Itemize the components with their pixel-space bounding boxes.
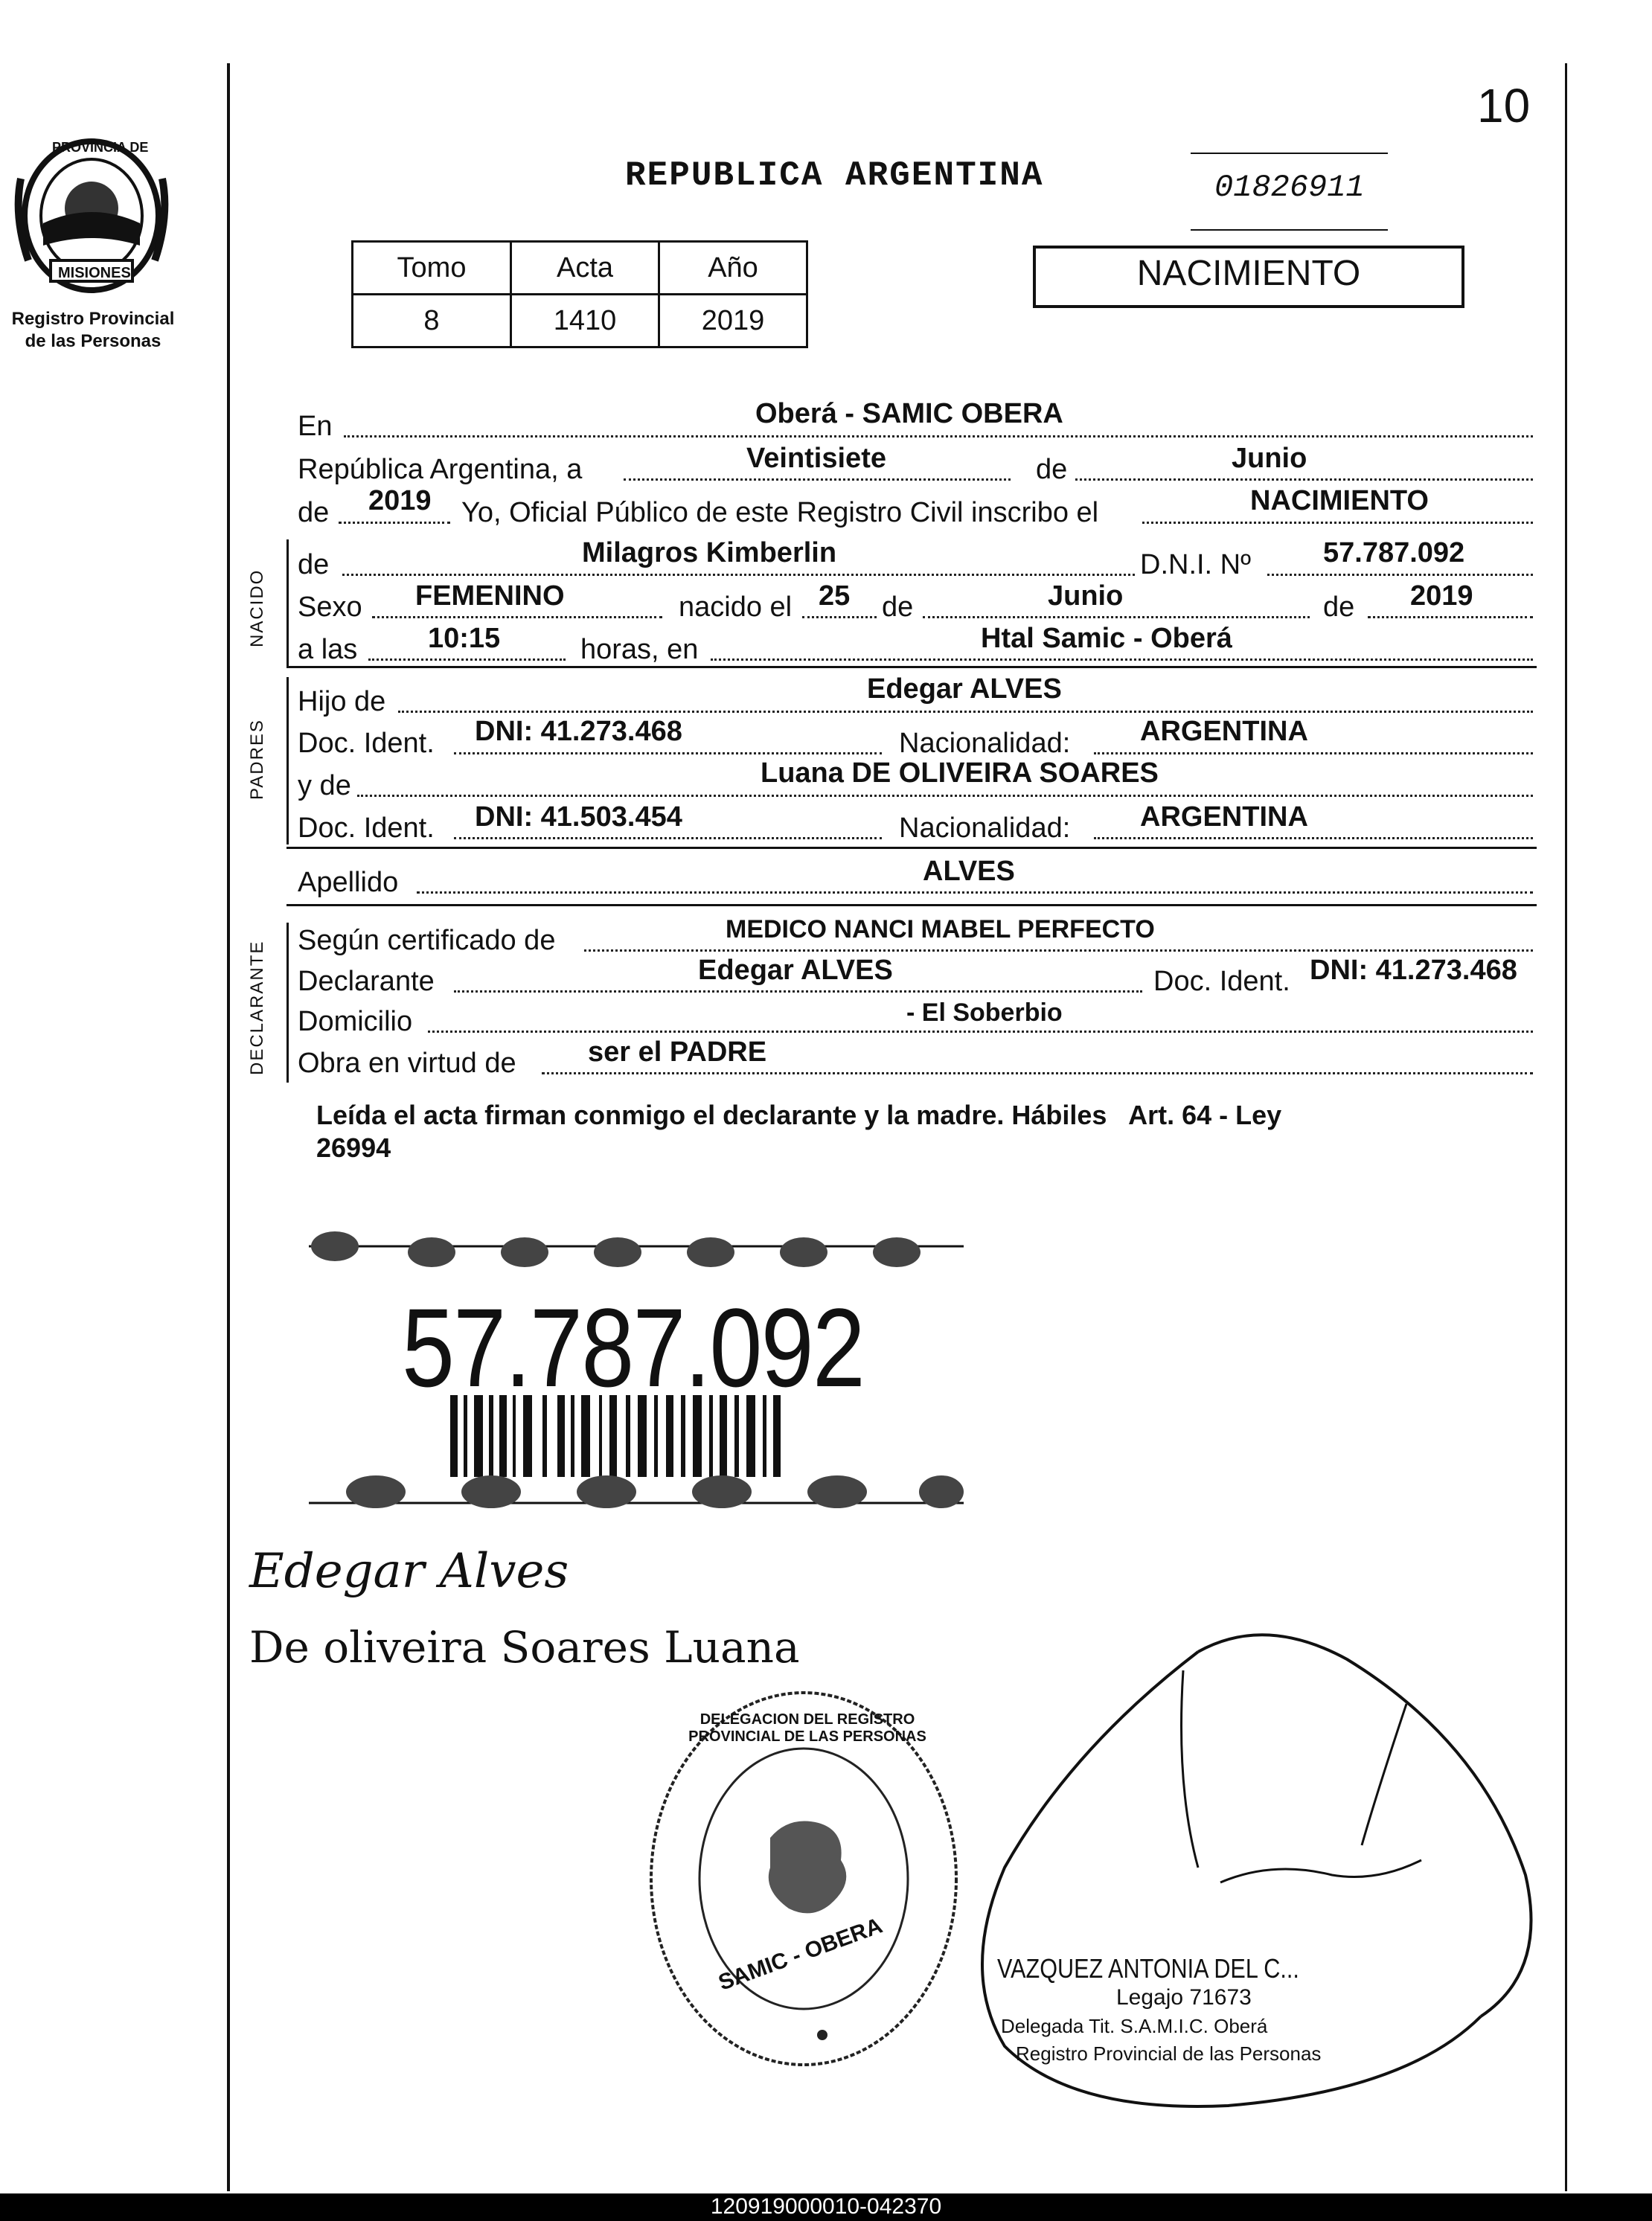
table-value-acta: 1410 <box>511 295 659 347</box>
intro-de-label: de <box>1036 454 1068 485</box>
nacido-bracket <box>286 539 289 666</box>
dotted-line <box>1267 574 1533 576</box>
dotted-line <box>1075 478 1533 481</box>
nacido-de-label: de <box>298 549 330 580</box>
declarante-dom-label: Domicilio <box>298 1006 413 1037</box>
padres-yde-label: y de <box>298 770 351 801</box>
padres-section-label: PADRES <box>247 719 267 800</box>
nacido-place: Htal Samic - Oberá <box>981 623 1232 654</box>
nacido-sexo: FEMENINO <box>415 580 565 612</box>
logo-caption-line2: de las Personas <box>25 331 161 351</box>
padres-mother: Luana DE OLIVEIRA SOARES <box>761 757 1159 789</box>
nacido-horas-label: horas, en <box>580 634 699 665</box>
padres-nac-label-2: Nacionalidad: <box>899 813 1071 844</box>
padres-hijo-label: Hijo de <box>298 686 386 717</box>
dotted-line <box>454 752 882 754</box>
intro-place: Oberá - SAMIC OBERA <box>755 398 1063 429</box>
nacido-de-label2: de <box>882 592 914 623</box>
dotted-line <box>1142 522 1533 524</box>
serial-top-rule <box>1191 153 1388 154</box>
dotted-line <box>454 837 882 839</box>
dotted-line <box>398 711 1533 713</box>
declarante-decl-label: Declarante <box>298 966 435 997</box>
padres-divider <box>286 847 1537 849</box>
intro-act: NACIMIENTO <box>1250 485 1429 516</box>
act-type-label: NACIMIENTO <box>1136 254 1361 293</box>
stamp-ring-text: DELEGACION DEL REGISTRO PROVINCIAL DE LAS PERSONAS <box>688 1711 926 1745</box>
padres-doc-label-2: Doc. Ident. <box>298 813 435 844</box>
official-legajo: Legajo 71673 <box>1116 1985 1252 2010</box>
nacido-name: Milagros Kimberlin <box>582 537 837 568</box>
stamp-center-text: SAMIC - OBERA <box>715 1913 886 1996</box>
dotted-line <box>1094 837 1533 839</box>
nacido-sexo-label: Sexo <box>298 592 362 623</box>
official-name: VAZQUEZ ANTONIA DEL C... <box>997 1953 1299 1984</box>
padres-father-doc: DNI: 41.273.468 <box>475 716 682 747</box>
declarante-dom: - El Soberbio <box>906 999 1063 1027</box>
left-margin-rule <box>227 63 230 2191</box>
dotted-line <box>339 522 450 524</box>
document-title: REPUBLICA ARGENTINA <box>625 156 1044 195</box>
declarante-section-label: DECLARANTE <box>247 940 267 1075</box>
nacido-de-label3: de <box>1323 592 1355 623</box>
nacido-dni-label: D.N.I. Nº <box>1140 549 1251 580</box>
right-margin-rule <box>1565 63 1567 2191</box>
intro-de2-label: de <box>298 497 330 528</box>
dotted-line <box>372 616 662 618</box>
table-header-tomo: Tomo <box>353 242 511 295</box>
nacido-nacido-label: nacido el <box>679 592 793 623</box>
intro-month: Junio <box>1232 443 1307 474</box>
closing-line1: Leída el acta firman conmigo el declarante y la madre. Hábiles Art. 64 - Ley <box>316 1100 1282 1130</box>
father-signature: Edegar Alves <box>249 1544 569 1599</box>
declarante-doc-label: Doc. Ident. <box>1153 966 1290 997</box>
padres-mother-doc: DNI: 41.503.454 <box>475 801 682 833</box>
dotted-line <box>357 795 1533 797</box>
nacido-section-label: NACIDO <box>247 568 267 647</box>
official-role: Delegada Tit. S.A.M.I.C. Oberá <box>1001 2015 1268 2037</box>
nacido-day: 25 <box>819 580 851 612</box>
nacido-time: 10:15 <box>428 623 501 654</box>
apellido-divider <box>286 904 1537 906</box>
table-header-acta: Acta <box>511 242 659 295</box>
seal-bottom-text: MISIONES <box>58 265 131 281</box>
padres-bracket <box>286 677 289 845</box>
page-number: 10 <box>1477 79 1531 132</box>
seal-top-text: PROVINCIA DE <box>52 140 149 155</box>
dotted-line <box>344 435 1533 438</box>
table-value-ano: 2019 <box>659 295 807 347</box>
nacido-year: 2019 <box>1410 580 1473 612</box>
dotted-line <box>1368 616 1533 618</box>
padres-doc-label-1: Doc. Ident. <box>298 728 435 759</box>
nacido-divider <box>286 666 1537 668</box>
intro-day: Veintisiete <box>746 443 886 474</box>
dotted-line <box>542 1072 1533 1074</box>
declarante-cert: MEDICO NANCI MABEL PERFECTO <box>726 915 1155 943</box>
declarante-doc: DNI: 41.273.468 <box>1310 955 1517 986</box>
logo-caption-line1: Registro Provincial <box>11 309 175 329</box>
table-value-tomo: 8 <box>353 295 511 347</box>
nacido-dni: 57.787.092 <box>1323 537 1465 568</box>
serial-bottom-rule <box>1191 229 1388 231</box>
official-org: Registro Provincial de las Personas <box>1016 2042 1322 2065</box>
nacido-month: Junio <box>1048 580 1124 612</box>
padres-mother-nat: ARGENTINA <box>1140 801 1308 833</box>
intro-en-label: En <box>298 411 333 442</box>
dotted-line <box>624 478 1011 481</box>
dotted-line <box>368 658 566 661</box>
dotted-line <box>711 658 1533 661</box>
registry-table <box>351 240 808 348</box>
dotted-line <box>923 616 1310 618</box>
dotted-line <box>1094 752 1533 754</box>
dotted-line <box>428 1031 1533 1033</box>
declarante-obra-label: Obra en virtud de <box>298 1048 516 1079</box>
closing-line2: 26994 <box>316 1132 391 1163</box>
padres-father-nat: ARGENTINA <box>1140 716 1308 747</box>
padres-father: Edegar ALVES <box>867 673 1062 705</box>
footer-code: 120919000010-042370 <box>710 2194 942 2219</box>
nacido-alas-label: a las <box>298 634 358 665</box>
dotted-line <box>417 891 1533 894</box>
dotted-line <box>342 574 1135 576</box>
declarante-cert-label: Según certificado de <box>298 925 556 956</box>
dotted-line <box>454 990 1142 993</box>
declarante-bracket <box>286 923 289 1083</box>
mother-signature: De oliveira Soares Luana <box>249 1622 800 1673</box>
intro-statement: Yo, Oficial Público de este Registro Civil inscribo el <box>461 497 1099 528</box>
dotted-line <box>584 949 1533 952</box>
serial-number: 01826911 <box>1214 170 1365 205</box>
table-header-ano: Año <box>659 242 807 295</box>
apellido-label: Apellido <box>298 867 399 898</box>
intro-year: 2019 <box>368 485 432 516</box>
declarante-decl: Edegar ALVES <box>698 955 893 986</box>
declarante-obra: ser el PADRE <box>588 1036 767 1068</box>
padres-nac-label-1: Nacionalidad: <box>899 728 1071 759</box>
intro-republica-label: República Argentina, a <box>298 454 583 485</box>
dotted-line <box>802 616 877 618</box>
apellido-value: ALVES <box>923 856 1015 887</box>
dni-sticker-number: 57.787.092 <box>402 1285 865 1410</box>
